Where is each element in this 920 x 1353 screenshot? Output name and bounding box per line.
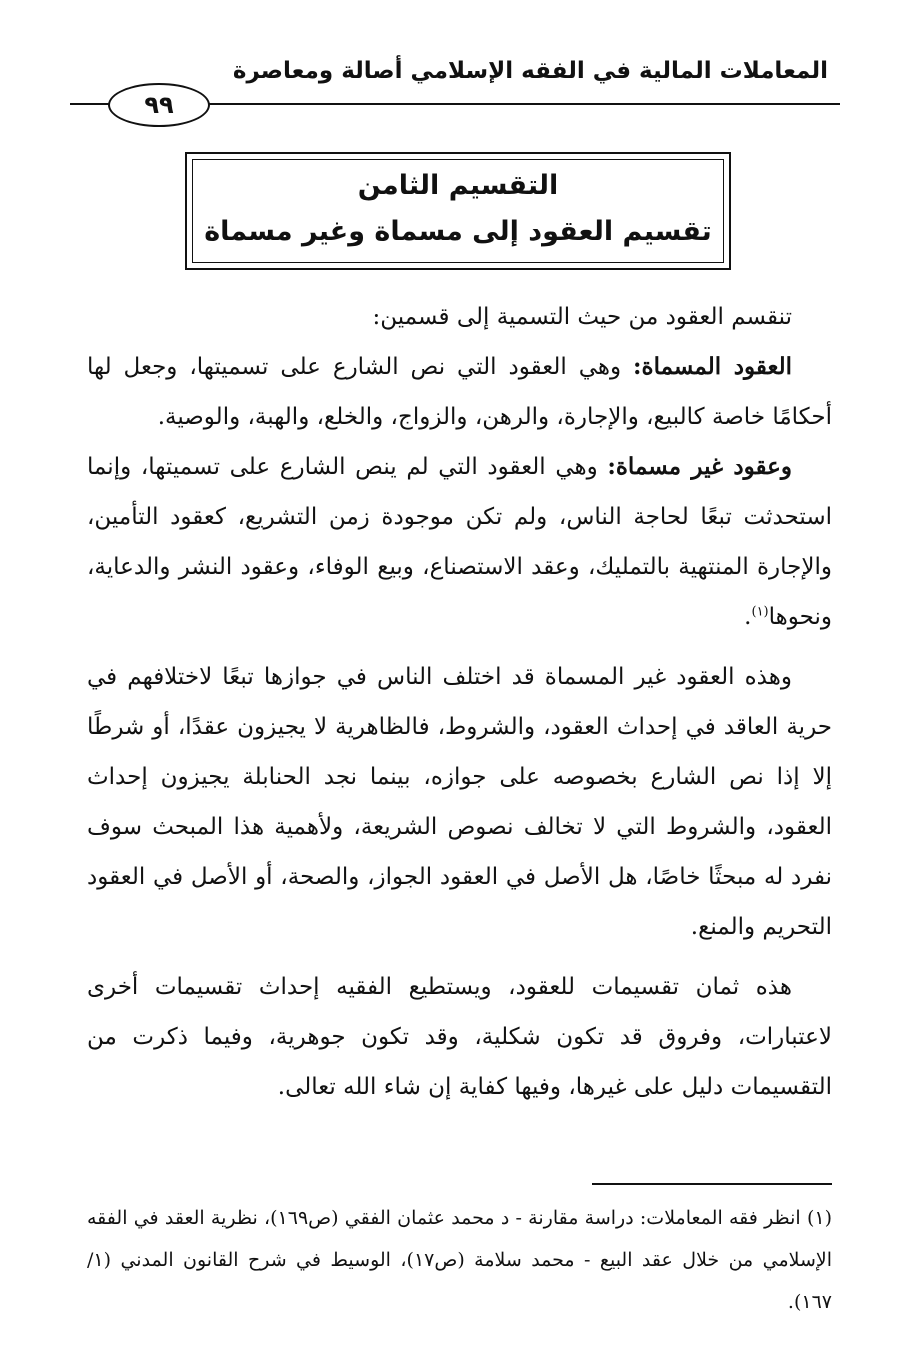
unnamed-contracts-end: . [744, 604, 752, 630]
page-number: ٩٩ [108, 83, 210, 127]
footnote-rule [592, 1183, 832, 1185]
paragraph-3: هذه ثمان تقسيمات للعقود، ويستطيع الفقيه إحداث تقسيمات أخرى لاعتبارات، وفروق قد تكون شكلية، وقد تكون جوهرية، وفيما ذكرت من التقسيمات دليل على غيرها، وفيها كفاية إن شاء الله تعالى. [87, 974, 832, 1100]
footnote-text: (١) انظر فقه المعاملات: دراسة مقارنة - د محمد عثمان الفقي (ص١٦٩)، نظرية العقد في الفقه الإسلامي من خلال عقد البيع - محمد سلامة (ص١٧)، الوسيط في شرح القانون المدني (١/ ١٦٧). [87, 1207, 833, 1313]
intro-paragraph: تنقسم العقود من حيث التسمية إلى قسمين: [372, 304, 792, 330]
footnote-reference: (١) [751, 604, 769, 620]
footnote [87, 1197, 832, 1323]
main-text [87, 292, 832, 1112]
running-header-title: المعاملات المالية في الفقه الإسلامي أصالة ومعاصرة [232, 58, 828, 84]
unnamed-contracts-paragraph [87, 442, 832, 642]
section-title-frame [185, 152, 731, 270]
unnamed-contracts-term: وعقود غير مسماة: [607, 453, 792, 480]
named-contracts-text: وهي العقود التي نص الشارع على تسميتها، وجعل لها أحكامًا خاصة كالبيع، والإجارة، والرهن، والزواج، والخلع، والهبة، والوصية. [87, 354, 832, 430]
section-title-line-1: التقسيم الثامن [357, 170, 559, 201]
unnamed-contracts-text: وهي العقود التي لم ينص الشارع على تسميتها، وإنما استحدثت تبعًا لحاجة الناس، ولم تكن موجودة زمن التشريع، كعقود التأمين، والإجارة المنتهية بالتمليك، وعقد الاستصناع، وبيع الوفاء، وعقود النشر والدعاية، ونحوها [87, 454, 832, 630]
named-contracts-term: العقود المسماة: [633, 353, 792, 380]
named-contracts-paragraph [87, 342, 832, 442]
section-title-line-2: تقسيم العقود إلى مسماة وغير مسماة [204, 216, 712, 247]
paragraph-2: وهذه العقود غير المسماة قد اختلف الناس في جوازها تبعًا لاختلافهم في حرية العاقد في إحداث العقود، والشروط، فالظاهرية لا يجيزون عقدًا، أو شرطًا إلا إذا نص الشارع بخصوصه على جوازه، بينما نجد الحنابلة يجيزون إحداث العقود، والشروط التي لا تخالف نصوص الشريعة، ولأهمية هذا المبحث سوف نفرد له مبحثًا خاصًا، هل الأصل في العقود الجواز، والصحة، أو الأصل في العقود التحريم والمنع. [87, 664, 832, 940]
